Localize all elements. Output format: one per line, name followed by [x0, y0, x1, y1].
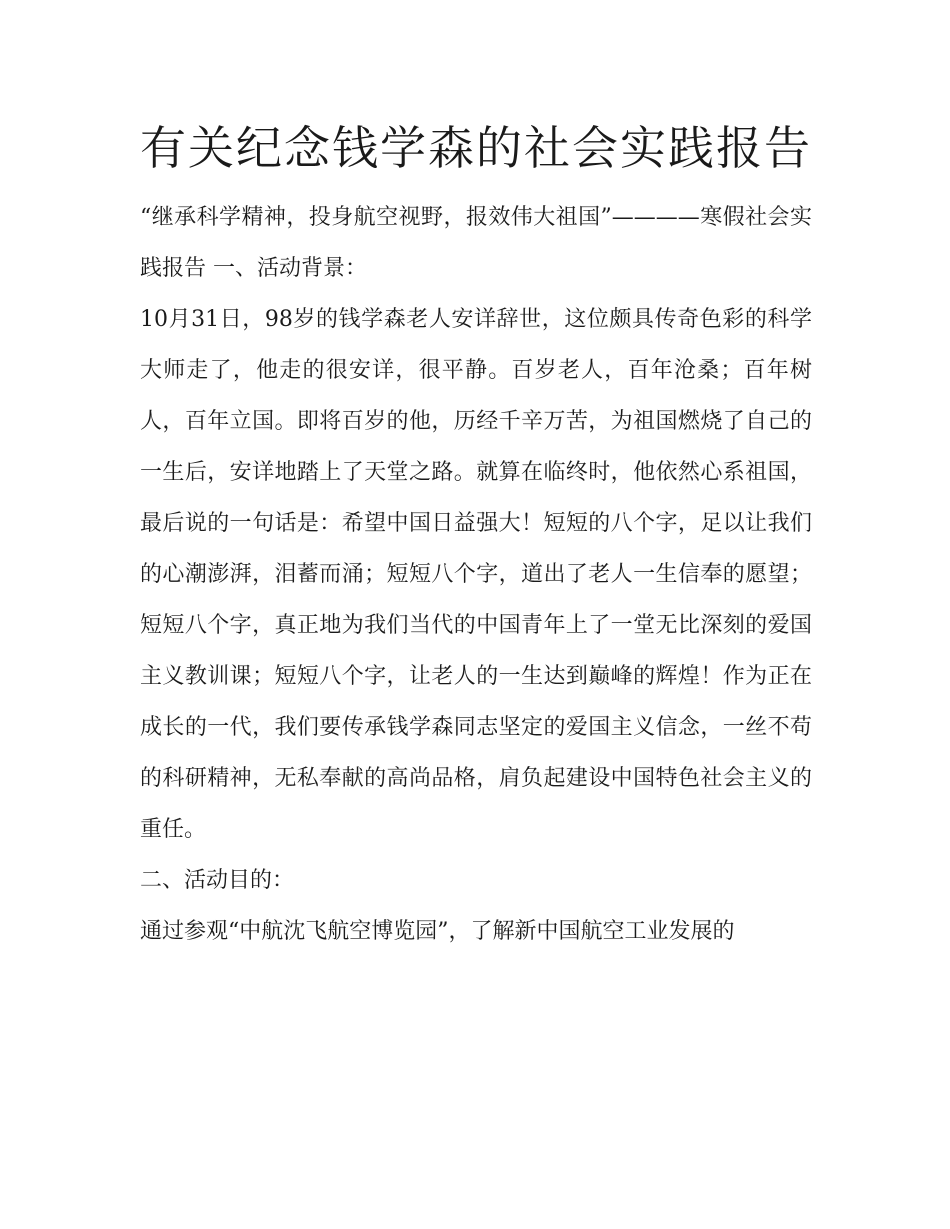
paragraph-purpose: 通过参观“中航沈飞航空博览园”，了解新中国航空工业发展的: [140, 919, 735, 944]
paragraph-intro: “继承科学精神，投身航空视野，报效伟大祖国”————寒假社会实践报告 一、活动背景：: [140, 205, 812, 281]
paragraph-purpose-heading: 二、活动目的：: [140, 868, 295, 893]
document-title: 有关纪念钱学森的社会实践报告: [140, 121, 812, 175]
document-page: [140, 112, 812, 957]
paragraph-background: 10月31日，98岁的钱学森老人安详辞世，这位颇具传奇色彩的科学大师走了，他走的很安详，很平静。百岁老人，百年沧桑；百年树人，百年立国。即将百岁的他，历经千辛万苦，为祖国燃烧了自己的一生后，安详地踏上了天堂之路。就算在临终时，他依然心系祖国，最后说的一句话是：希望中国日益强大！短短的八个字，足以让我们的心潮澎湃，泪蓄而涌；短短八个字，道出了老人一生信奉的愿望；短短八个字，真正地为我们当代的中国青年上了一堂无比深刻的爱国主义教训课；短短八个字，让老人的一生达到巅峰的辉煌！作为正在成长的一代，我们要传承钱学森同志坚定的爱国主义信念，一丝不苟的科研精神，无私奉献的高尚品格，肩负起建设中国特色社会主义的重任。: [140, 307, 812, 842]
